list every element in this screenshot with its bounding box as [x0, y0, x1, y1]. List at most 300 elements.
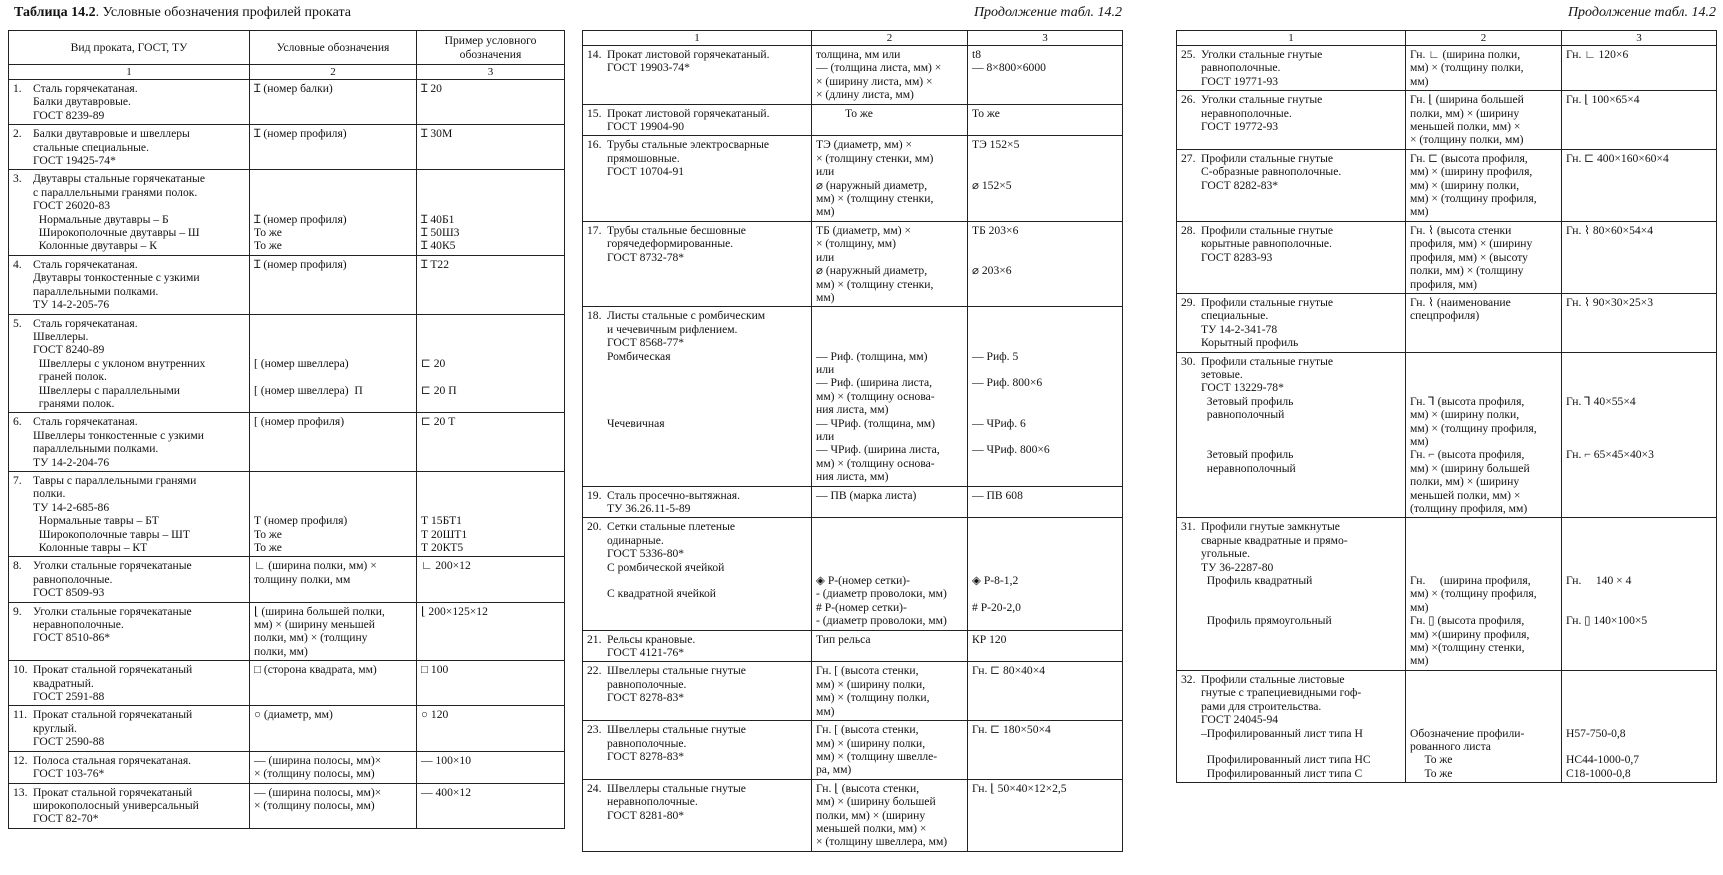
example-cell: [417, 706, 565, 751]
cell-line: [972, 587, 1118, 600]
cell-line: полки, мм) × (ширину: [1410, 475, 1520, 489]
table-row: [583, 779, 1123, 851]
row-number: 31.: [1181, 520, 1196, 534]
cell-line: Н57-750-0,8: [1566, 726, 1626, 740]
cell-line: [1201, 422, 1401, 435]
cell-line: Гн. ⌇ 80×60×54×4: [1566, 223, 1654, 237]
table-row: [9, 471, 565, 556]
cell-line: Прокат листовой горячекатаный.: [607, 48, 770, 61]
cell-line: параллельными полками.: [33, 284, 159, 298]
table-row: [1177, 518, 1717, 670]
cell-line: полки, мм) × (толщину: [254, 631, 368, 645]
cell-line: [972, 336, 1118, 349]
table-row: [9, 125, 565, 170]
designation-cell: [1406, 352, 1562, 518]
row-number: 11.: [13, 708, 28, 722]
cell-line: × (толщину полосы, мм): [254, 767, 375, 781]
header-cell: Условные обозначения: [250, 31, 417, 65]
cell-line: - (диаметр проволоки, мм): [816, 614, 947, 628]
cell-line: Профили стальные гнутые: [1201, 295, 1334, 309]
cell-line: [1201, 740, 1401, 753]
table-row: [9, 255, 565, 314]
cell-line: [972, 309, 1118, 322]
cell-line: [254, 474, 412, 487]
cell-line: Профиль прямоугольный: [1201, 614, 1332, 628]
product-type-cell: [583, 221, 812, 306]
cell-line: Гн. ⊏ (высота профиля,: [1410, 151, 1528, 165]
table-body: [9, 80, 565, 829]
cell-line: [1410, 686, 1557, 699]
cell-line: — 400×12: [421, 785, 472, 799]
cell-line: С квадратной ячейкой: [607, 587, 717, 601]
cell-line: мм) × (толщину основа-: [816, 389, 935, 403]
cell-line: [1410, 381, 1557, 394]
designation-cell: [250, 661, 417, 706]
cell-line: [421, 330, 560, 343]
cell-line: [1566, 673, 1712, 686]
cell-line: ГОСТ 13229-78*: [1201, 381, 1284, 395]
product-type-cell: [9, 751, 250, 783]
cell-line: Швеллеры с параллельными: [33, 383, 181, 397]
cell-line: [816, 336, 963, 349]
cell-line: Профилированный лист типа НС: [1201, 753, 1371, 767]
designation-cell: [250, 413, 417, 472]
example-cell: [968, 136, 1123, 221]
cell-line: мм): [1410, 74, 1429, 88]
cell-line: ГОСТ 8240-89: [33, 343, 105, 357]
cell-line: — ЧРиф. 800×6: [972, 443, 1050, 457]
cell-line: [1566, 740, 1712, 753]
table-row: [583, 518, 1123, 630]
cell-line: мм) × (толщину основа-: [816, 456, 935, 470]
table-row: [9, 557, 565, 602]
cell-line: — Риф. 5: [972, 349, 1019, 363]
cell-line: [1410, 700, 1557, 713]
example-cell: [417, 661, 565, 706]
cell-line: [1566, 435, 1712, 448]
designation-cell: [812, 221, 968, 306]
example-cell: [968, 779, 1123, 851]
example-cell: [417, 314, 565, 413]
cell-line: ГОСТ 19903-74*: [607, 61, 690, 75]
example-cell: [968, 46, 1123, 105]
cell-line: профиля, мм) × (высоту: [1410, 250, 1528, 264]
cell-line: [972, 430, 1118, 443]
cell-line: Гн. (ширина профиля,: [1410, 574, 1531, 588]
cell-line: неравнополочные.: [607, 795, 698, 809]
designation-cell: [250, 125, 417, 170]
table-row: [9, 751, 565, 783]
example-cell: [1562, 352, 1717, 518]
designation-cell: [812, 779, 968, 851]
cell-line: Гн. ⊏ 80×40×4: [972, 664, 1046, 678]
cell-line: Профили стальные гнутые: [1201, 354, 1334, 368]
cell-line: С ромбической ячейкой: [607, 560, 725, 574]
cell-line: [254, 172, 412, 185]
cell-line: Швеллеры стальные гнутые: [607, 664, 746, 678]
cell-line: ТУ 14-2-685-86: [33, 500, 110, 514]
row-number: 25.: [1181, 48, 1196, 61]
example-cell: [1562, 46, 1717, 91]
row-number: 12.: [13, 753, 28, 767]
cell-line: [607, 390, 807, 403]
cell-line: параллельными полками.: [33, 442, 159, 456]
cell-line: ГОСТ 2590-88: [33, 735, 105, 749]
cell-line: — (ширина полосы, мм)×: [254, 753, 382, 767]
table-row: [9, 783, 565, 828]
row-number: 7.: [13, 473, 22, 487]
cell-line: Сталь горячекатаная.: [33, 316, 138, 330]
cell-line: — (ширина полосы, мм)×: [254, 785, 382, 799]
cell-line: Т 15БТ1: [421, 514, 462, 528]
cell-line: круглый.: [33, 721, 77, 735]
cell-line: Балки двутавровые и швеллеры: [33, 127, 190, 141]
table-row: [583, 486, 1123, 518]
cell-line: ⊏ 20 Т: [421, 415, 456, 429]
product-type-cell: [583, 46, 812, 105]
designation-cell: [1406, 518, 1562, 670]
product-type-cell: [1177, 518, 1406, 670]
table-caption: Таблица 14.2. Условные обозначения профилей проката: [14, 5, 351, 20]
cell-line: полки, мм) × (ширину: [816, 808, 926, 822]
designation-cell: [812, 104, 968, 136]
cell-line: [972, 390, 1118, 403]
cell-line: спецпрофиля): [1410, 309, 1480, 323]
cell-line: Гн. ⅂ 40×55×4: [1566, 394, 1636, 408]
row-number: 27.: [1181, 151, 1196, 165]
cell-line: Гн. ⊏ 180×50×4: [972, 723, 1051, 737]
cell-line: Ɪ (номер профиля): [254, 127, 347, 141]
cell-line: Гн. ▯ 140×100×5: [1566, 614, 1648, 628]
cell-line: Прокат стальной горячекатаный: [33, 663, 193, 677]
cell-line: стальные специальные.: [33, 140, 149, 154]
cell-line: ГОСТ 8282-83*: [1201, 178, 1279, 192]
cell-line: [254, 370, 412, 383]
cell-line: Ɪ Т22: [421, 257, 450, 271]
product-type-cell: [1177, 221, 1406, 293]
product-type-cell: [583, 721, 812, 780]
cell-line: Корытный профиль: [1201, 336, 1299, 350]
cell-line: –Профилированный лист типа Н: [1201, 726, 1363, 740]
cell-line: Уголки стальные гнутые: [1201, 48, 1323, 61]
product-type-cell: [583, 662, 812, 721]
cell-line: Ɪ 20: [421, 82, 442, 95]
cell-line: Ɪ (номер балки): [254, 82, 333, 95]
column-number: 3: [417, 65, 565, 80]
cell-line: ТБ (диаметр, мм) ×: [816, 223, 912, 237]
cell-line: [972, 547, 1118, 560]
cell-line: Сталь просечно-вытяжная.: [607, 488, 741, 502]
cell-line: [972, 520, 1118, 533]
cell-line: сварные квадратные и прямо-: [1201, 533, 1348, 547]
cell-line: Гн. ⌊ 50×40×12×2,5: [972, 781, 1067, 795]
table-row: [9, 314, 565, 413]
product-type-cell: [583, 518, 812, 630]
cell-line: [ (номер профиля): [254, 415, 345, 429]
cell-line: [254, 501, 412, 514]
cell-line: мм) × (толщину профиля,: [1410, 421, 1537, 435]
product-type-cell: [9, 170, 250, 255]
cell-line: мм): [1410, 205, 1429, 219]
product-type-cell: [9, 314, 250, 413]
cell-line: Профили стальные гнутые: [1201, 223, 1334, 237]
cell-line: ○ (диаметр, мм): [254, 708, 333, 722]
cell-line: гранями полок.: [33, 396, 115, 410]
table-row: [1177, 221, 1717, 293]
cell-line: ГОСТ 26020-83: [33, 199, 111, 213]
row-number: 17.: [587, 223, 602, 237]
product-type-cell: [9, 661, 250, 706]
example-cell: [968, 518, 1123, 630]
cell-line: То же: [254, 541, 282, 554]
cell-line: [1410, 547, 1557, 560]
cell-line: Гн. [ (высота стенки,: [816, 723, 919, 737]
cell-line: равнополочные.: [1201, 61, 1281, 75]
cell-line: одинарные.: [607, 533, 664, 547]
cell-line: ⌊ 200×125×12: [421, 604, 488, 618]
cell-line: мм) × (толщину стенки,: [816, 277, 934, 291]
cell-line: — ПВ 608: [972, 488, 1023, 502]
product-type-cell: [583, 486, 812, 518]
table-row: [9, 80, 565, 125]
table-row: [9, 706, 565, 751]
cell-line: профиля, мм) × (ширину: [1410, 237, 1533, 251]
cell-line: Гн. ⊏ 400×160×60×4: [1566, 151, 1669, 165]
cell-line: ГОСТ 8281-80*: [607, 808, 685, 822]
cell-line: [1566, 686, 1712, 699]
cell-line: [972, 237, 1118, 250]
cell-line: граней полок.: [33, 370, 107, 384]
cell-line: Нормальные двутавры – Б: [33, 212, 169, 226]
cell-line: или: [816, 362, 835, 376]
cell-line: — 8×800×6000: [972, 61, 1046, 75]
cell-line: [972, 251, 1118, 264]
cell-line: [816, 547, 963, 560]
designation-cell: [250, 557, 417, 602]
cell-line: — ЧРиф. 6: [972, 416, 1026, 430]
example-cell: [1562, 221, 1717, 293]
cell-line: × (ширину листа, мм) ×: [816, 74, 933, 88]
cell-line: Швеллеры стальные гнутые: [607, 723, 746, 737]
cell-line: Гн. ⌇ (высота стенки: [1410, 223, 1512, 237]
cell-line: То же: [1410, 753, 1453, 767]
cell-line: То же: [254, 239, 282, 253]
cell-line: [972, 534, 1118, 547]
row-number: 3.: [13, 172, 22, 186]
cell-line: □ 100: [421, 663, 449, 677]
cell-line: ⌀ (наружный диаметр,: [816, 178, 928, 192]
cell-line: ГОСТ 4121-76*: [607, 646, 685, 660]
cell-line: [1566, 547, 1712, 560]
cell-line: мм) × (ширину полки,: [816, 677, 926, 691]
cell-line: толщина, мм или: [816, 48, 901, 61]
cell-line: Двутавры стальные горячекатаные: [33, 172, 205, 186]
cell-line: — Риф. 800×6: [972, 376, 1043, 390]
row-number: 19.: [587, 488, 602, 502]
cell-line: [972, 165, 1118, 178]
cell-line: [ (номер швеллера): [254, 356, 349, 370]
cell-line: Сталь горячекатаная.: [33, 257, 138, 271]
table-continuation-caption: Продолжение табл. 14.2: [973, 5, 1122, 20]
cell-line: Швеллеры с уклоном внутренних: [33, 356, 206, 370]
row-number: 29.: [1181, 295, 1196, 309]
cell-line: ГОСТ 8278-83*: [607, 749, 685, 763]
column-number: 3: [968, 31, 1123, 46]
cell-line: Широкополочные двутавры – Ш: [33, 226, 200, 240]
cell-line: # Р-20-2,0: [972, 600, 1021, 614]
row-number: 6.: [13, 415, 22, 429]
example-cell: [417, 170, 565, 255]
cell-line: □ (сторона квадрата, мм): [254, 663, 377, 677]
cell-line: ГОСТ 24045-94: [1201, 713, 1279, 727]
example-cell: [417, 557, 565, 602]
cell-line: Нормальные тавры – БТ: [33, 514, 159, 528]
cell-line: Полоса стальная горячекатаная.: [33, 753, 192, 767]
cell-line: ⌀ 152×5: [972, 178, 1012, 192]
table-body: [583, 46, 1123, 852]
cell-line: То же: [1410, 766, 1453, 780]
designation-cell: [250, 783, 417, 828]
cell-line: мм): [816, 205, 835, 219]
table-row: [1177, 293, 1717, 352]
example-cell: [968, 721, 1123, 780]
cell-line: Ɪ 40Б1: [421, 212, 455, 226]
cell-line: [972, 363, 1118, 376]
example-cell: [968, 662, 1123, 721]
cell-line: [1566, 601, 1712, 614]
cell-line: То же: [254, 226, 282, 240]
cell-line: ⌀ (наружный диаметр,: [816, 264, 928, 278]
cell-line: прямошовные.: [607, 151, 680, 165]
cell-line: ГОСТ 5336-80*: [607, 547, 685, 561]
cell-line: широкополосный универсальный: [33, 798, 199, 812]
cell-line: ◈ Р-8-1,2: [972, 574, 1019, 588]
cell-line: — 100×10: [421, 753, 472, 767]
cell-line: [1566, 381, 1712, 394]
cell-line: × (толщину стенки, мм): [816, 151, 934, 165]
row-number: 9.: [13, 604, 22, 618]
cell-line: [1566, 408, 1712, 421]
cell-line: [1410, 520, 1557, 533]
cell-line: (толщину профиля, мм): [1410, 502, 1528, 515]
cell-line: неравнополочные.: [33, 618, 124, 632]
cell-line: × (толщину, мм): [816, 237, 896, 251]
cell-line: ГОСТ 8509-93: [33, 586, 105, 600]
cell-line: [421, 370, 560, 383]
row-number: 26.: [1181, 93, 1196, 107]
cell-line: Профили гнутые замкнутые: [1201, 520, 1340, 534]
designation-cell: [250, 170, 417, 255]
cell-line: [421, 199, 560, 212]
example-cell: [417, 751, 565, 783]
table-row: [583, 46, 1123, 105]
row-number: 16.: [587, 138, 602, 152]
cell-line: Гн. ⌊ (высота стенки,: [816, 781, 920, 795]
cell-line: мм) × (ширину полки,: [816, 736, 926, 750]
cell-line: [1410, 534, 1557, 547]
product-type-cell: [9, 80, 250, 125]
designation-cell: [812, 46, 968, 105]
cell-line: [607, 574, 807, 587]
cell-line: [1410, 355, 1557, 368]
cell-line: ГОСТ 8239-89: [33, 108, 105, 122]
product-type-cell: [583, 136, 812, 221]
designation-cell: [812, 136, 968, 221]
cell-line: ТЭ (диаметр, мм) ×: [816, 138, 912, 152]
designation-cell: [812, 630, 968, 662]
cell-line: То же: [816, 106, 873, 120]
cell-line: [816, 534, 963, 547]
product-type-cell: [583, 779, 812, 851]
cell-line: Уголки стальные горячекатаные: [33, 604, 192, 618]
cell-line: [421, 343, 560, 356]
product-type-cell: [583, 630, 812, 662]
cell-line: ТБ 203×6: [972, 223, 1019, 237]
table-row: [583, 136, 1123, 221]
cell-line: или: [816, 429, 835, 443]
cell-line: [1566, 355, 1712, 368]
designation-cell: [250, 471, 417, 556]
cell-line: — (толщина листа, мм) ×: [816, 61, 942, 75]
cell-line: — Риф. (толщина, мм): [816, 349, 928, 363]
product-type-cell: [1177, 293, 1406, 352]
example-cell: [417, 783, 565, 828]
cell-line: Тип рельса: [816, 632, 871, 646]
cell-line: [1566, 534, 1712, 547]
cell-line: Чечевичная: [607, 416, 665, 430]
row-number: 20.: [587, 520, 602, 534]
cell-line: КР 120: [972, 632, 1007, 646]
cell-line: Колонные тавры – КТ: [33, 541, 148, 554]
cell-line: мм): [1410, 600, 1429, 614]
cell-line: ТУ 36-2287-80: [1201, 560, 1274, 574]
cell-line: ГОСТ 19771-93: [1201, 74, 1279, 88]
cell-line: Гн. ⌊ 100×65×4: [1566, 93, 1640, 107]
table-row: [9, 661, 565, 706]
cell-line: [1410, 561, 1557, 574]
cell-line: Швеллеры стальные гнутые: [607, 781, 746, 795]
cell-line: ГОСТ 103-76*: [33, 767, 105, 781]
example-cell: [1562, 149, 1717, 221]
cell-line: корытные равнополочные.: [1201, 237, 1332, 251]
cell-line: Уголки стальные горячекатаные: [33, 559, 192, 573]
cell-line: [421, 172, 560, 185]
cell-line: Сталь горячекатаная.: [33, 82, 138, 95]
designation-cell: [250, 255, 417, 314]
cell-line: [1201, 601, 1401, 614]
cell-line: [254, 317, 412, 330]
designation-cell: [1406, 91, 1562, 150]
cell-line: Ɪ (номер профиля): [254, 212, 347, 226]
example-cell: [417, 80, 565, 125]
cell-line: [254, 487, 412, 500]
cell-line: С18-1000-0,8: [1566, 766, 1631, 780]
designation-cell: [250, 751, 417, 783]
cell-line: ∟ 200×12: [421, 559, 471, 573]
cell-line: Сетки стальные плетеные: [607, 520, 736, 534]
cell-line: [ (номер швеллера) П: [254, 383, 363, 397]
cell-line: с параллельными гранями полок.: [33, 185, 198, 199]
product-type-cell: [9, 471, 250, 556]
cell-line: t8: [972, 48, 982, 61]
cell-line: ГОСТ 19772-93: [1201, 120, 1279, 134]
cell-line: меньшей полки, мм) ×: [816, 821, 927, 835]
designation-cell: [1406, 46, 1562, 91]
cell-line: Профили стальные гнутые: [1201, 151, 1334, 165]
designation-cell: [812, 307, 968, 486]
cell-line: мм) × (ширину полки,: [1410, 178, 1520, 192]
table-row: [583, 307, 1123, 486]
